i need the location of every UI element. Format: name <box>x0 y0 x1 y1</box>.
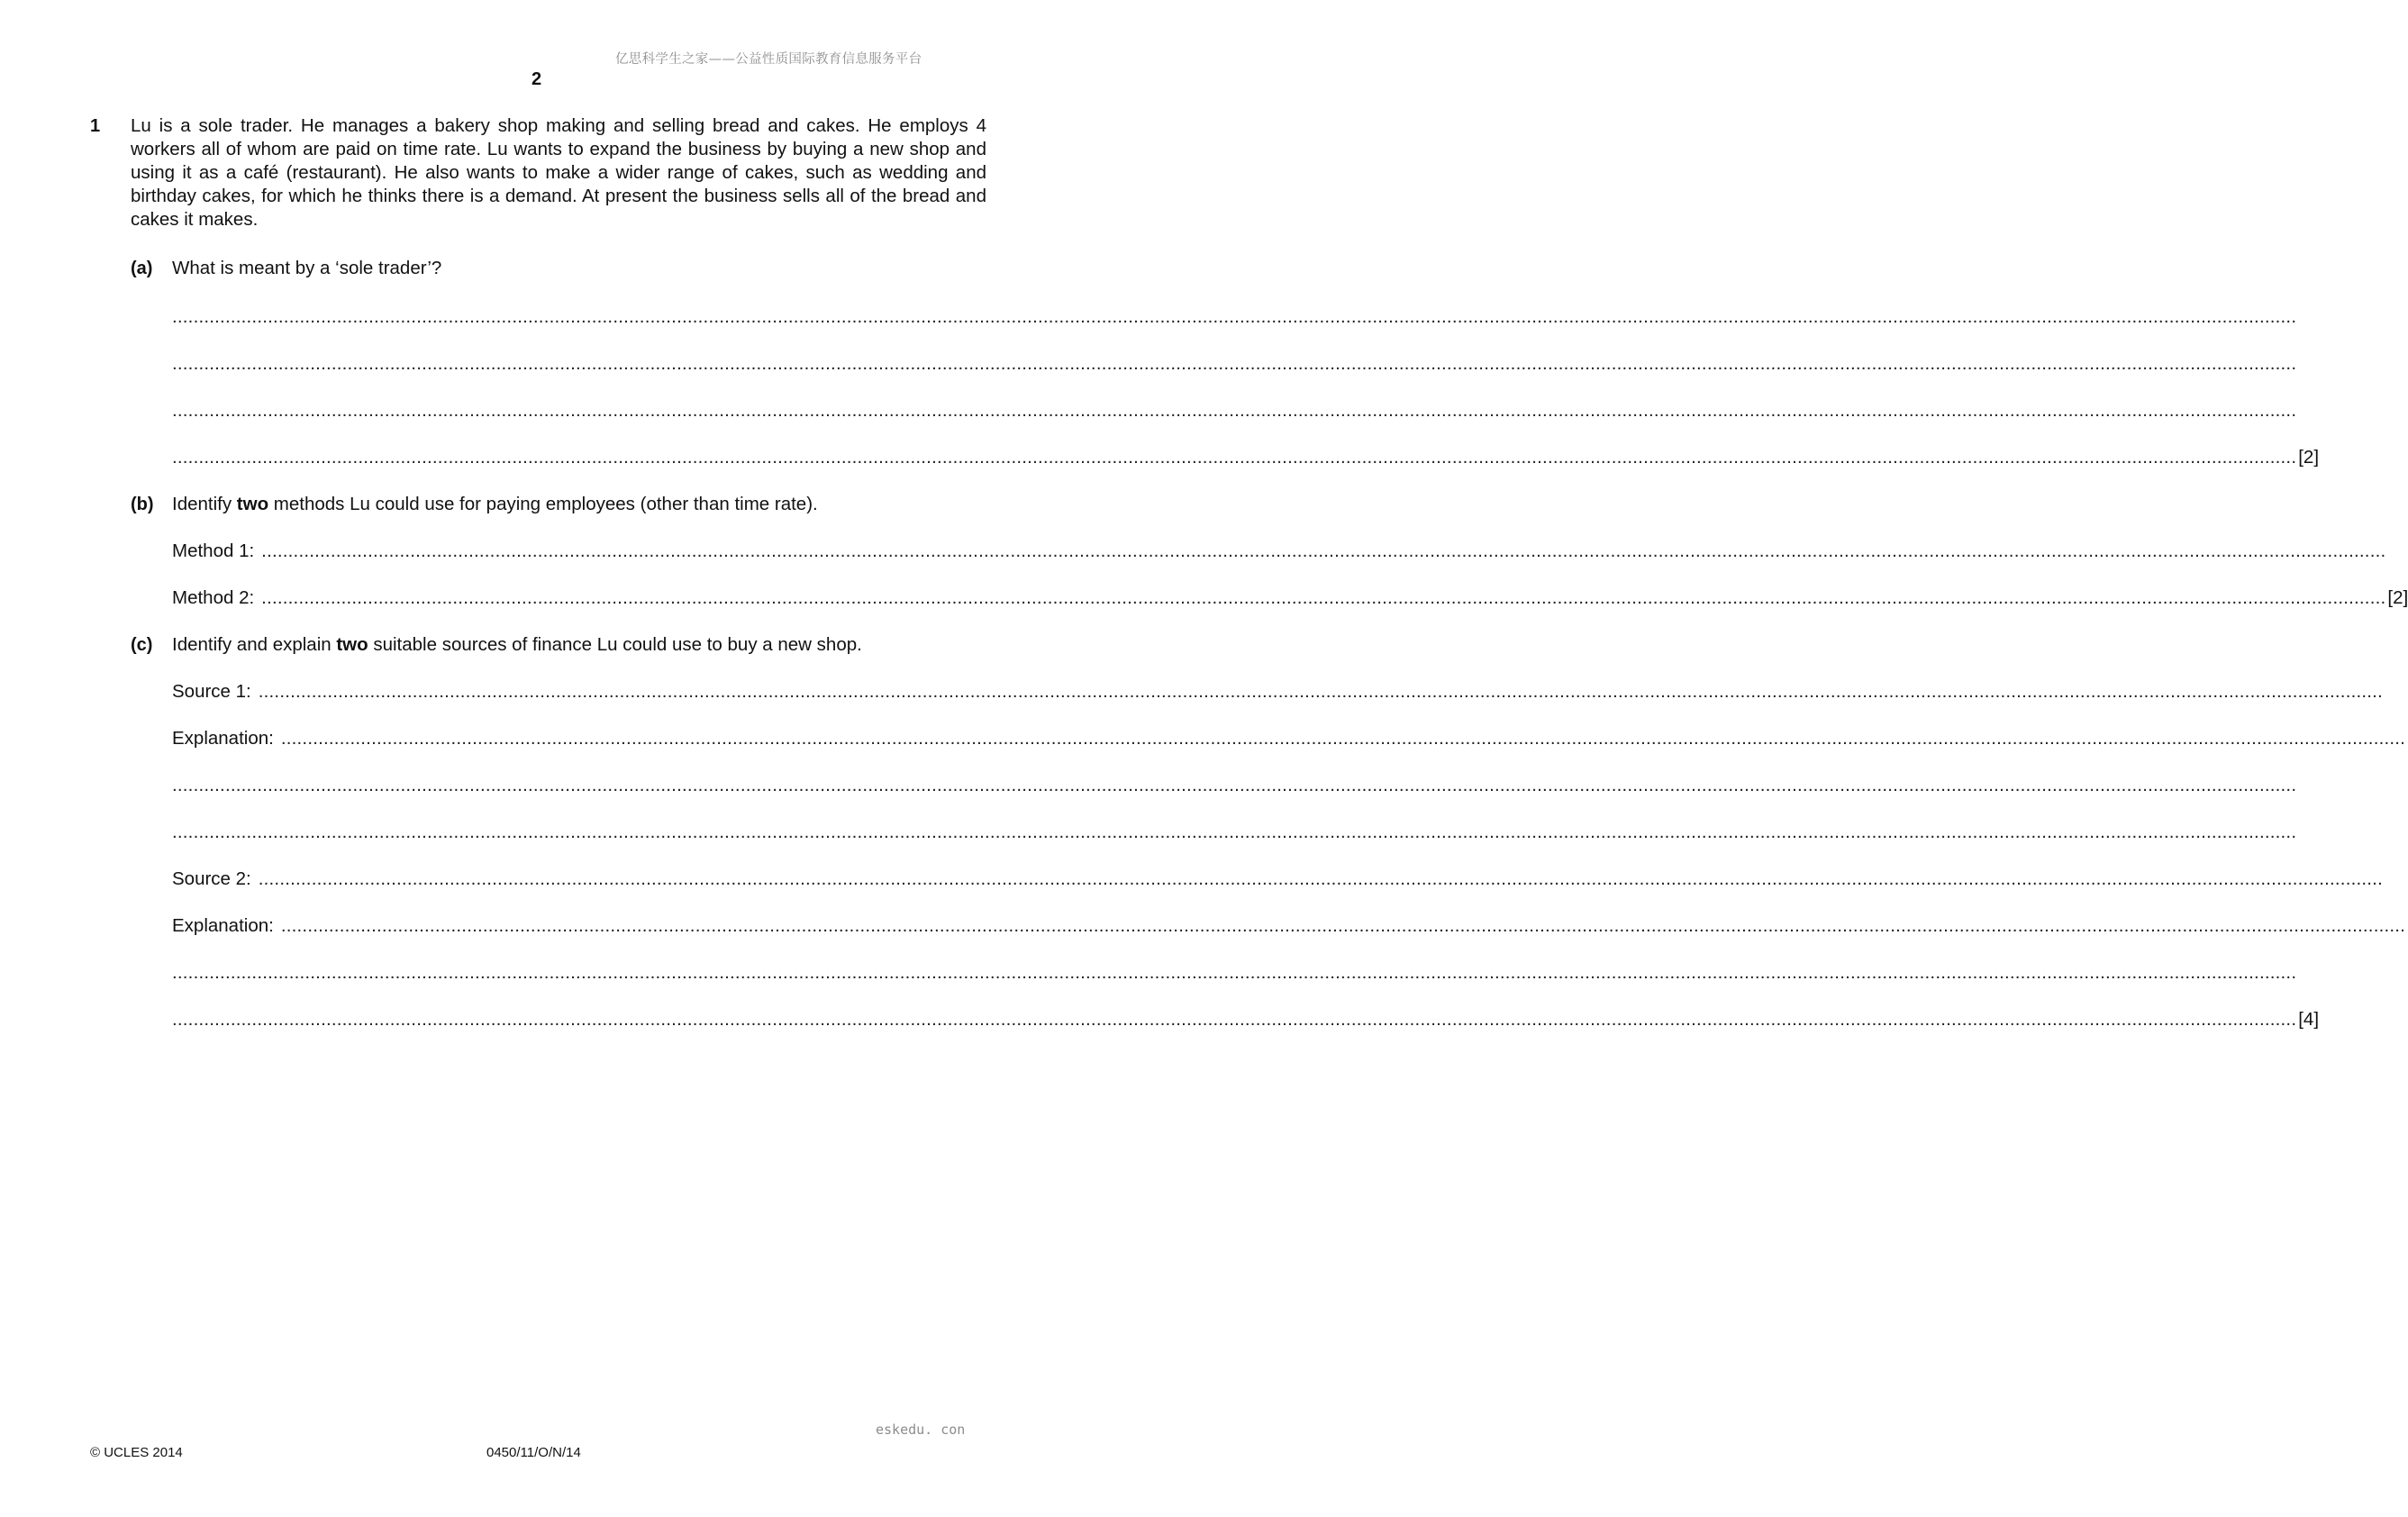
method-1-line[interactable]: Method 1: ................................................................................................................................................................................................................................................................................................................................................................................................................ <box>172 540 2386 561</box>
site-watermark: eskedu. con <box>876 1422 966 1438</box>
explanation-2-line[interactable]: Explanation: ................................................................................................................................................................................................................................................................................................................................................................................................................ <box>172 915 2406 936</box>
page-number: 2 <box>531 69 542 89</box>
part-c-question: Identify and explain two suitable sources of finance Lu could use to buy a new shop. <box>172 634 862 655</box>
method-2-line[interactable]: Method 2: ................................................................................................................................................................................................................................................................................................................................................................................................................ [2] <box>172 587 2408 608</box>
watermark-text: 亿思科学生之家——公益性质国际教育信息服务平台 <box>615 52 922 67</box>
explanation-2-label: Explanation: <box>172 915 274 936</box>
part-c-label: (c) <box>131 635 153 655</box>
answer-line[interactable]: ................................................................................................................................................................................................................................................................................................................................................................................................................ <box>172 822 2297 842</box>
method-2-label: Method 2: <box>172 587 255 608</box>
part-a-label: (a) <box>131 259 153 278</box>
part-a-marks: [2] <box>2298 447 2320 468</box>
source-2-label: Source 2: <box>172 868 251 889</box>
part-b-label: (b) <box>131 495 154 514</box>
answer-line[interactable]: ................................................................................................................................................................................................................................................................................................................................................................................................................ <box>172 353 2297 374</box>
explanation-1-line[interactable]: Explanation: ................................................................................................................................................................................................................................................................................................................................................................................................................ <box>172 728 2406 749</box>
part-b-question: Identify two methods Lu could use for paying employees (other than time rate). <box>172 494 818 514</box>
copyright: © UCLES 2014 <box>90 1445 183 1460</box>
paper-code: 0450/11/O/N/14 <box>486 1445 581 1460</box>
answer-line[interactable]: ................................................................................................................................................................................................................................................................................................................................................................................................................ <box>172 400 2297 421</box>
answer-line[interactable]: ................................................................................................................................................................................................................................................................................................................................................................................................................ <box>172 775 2297 795</box>
answer-line[interactable]: ................................................................................................................................................................................................................................................................................................................................................................................................................ [2] <box>172 447 2320 468</box>
source-1-line[interactable]: Source 1: ................................................................................................................................................................................................................................................................................................................................................................................................................ <box>172 681 2383 702</box>
question-stem: Lu is a sole trader. He manages a bakery shop making and selling bread and cakes. He employs 4 workers all of whom are paid on time rate. Lu wants to expand the business by buying a new shop and using it as a café (restaurant). He also wants to make a wider range of cakes, such as wedding and birthday cakes, for which he thinks there is a demand. At present the business sells all of the bread and cakes it makes. <box>131 115 986 230</box>
answer-line[interactable]: ................................................................................................................................................................................................................................................................................................................................................................................................................ <box>172 306 2297 327</box>
method-1-label: Method 1: <box>172 540 255 561</box>
source-1-label: Source 1: <box>172 681 251 702</box>
source-2-line[interactable]: Source 2: ................................................................................................................................................................................................................................................................................................................................................................................................................ <box>172 868 2383 889</box>
answer-line[interactable]: ................................................................................................................................................................................................................................................................................................................................................................................................................ <box>172 962 2297 983</box>
part-c-marks: [4] <box>2298 1009 2320 1030</box>
answer-line[interactable]: ................................................................................................................................................................................................................................................................................................................................................................................................................ [4] <box>172 1009 2320 1030</box>
explanation-1-label: Explanation: <box>172 728 274 749</box>
part-a-question: What is meant by a ‘sole trader’? <box>172 258 442 278</box>
question-number: 1 <box>90 116 101 136</box>
part-b-marks: [2] <box>2387 587 2408 608</box>
